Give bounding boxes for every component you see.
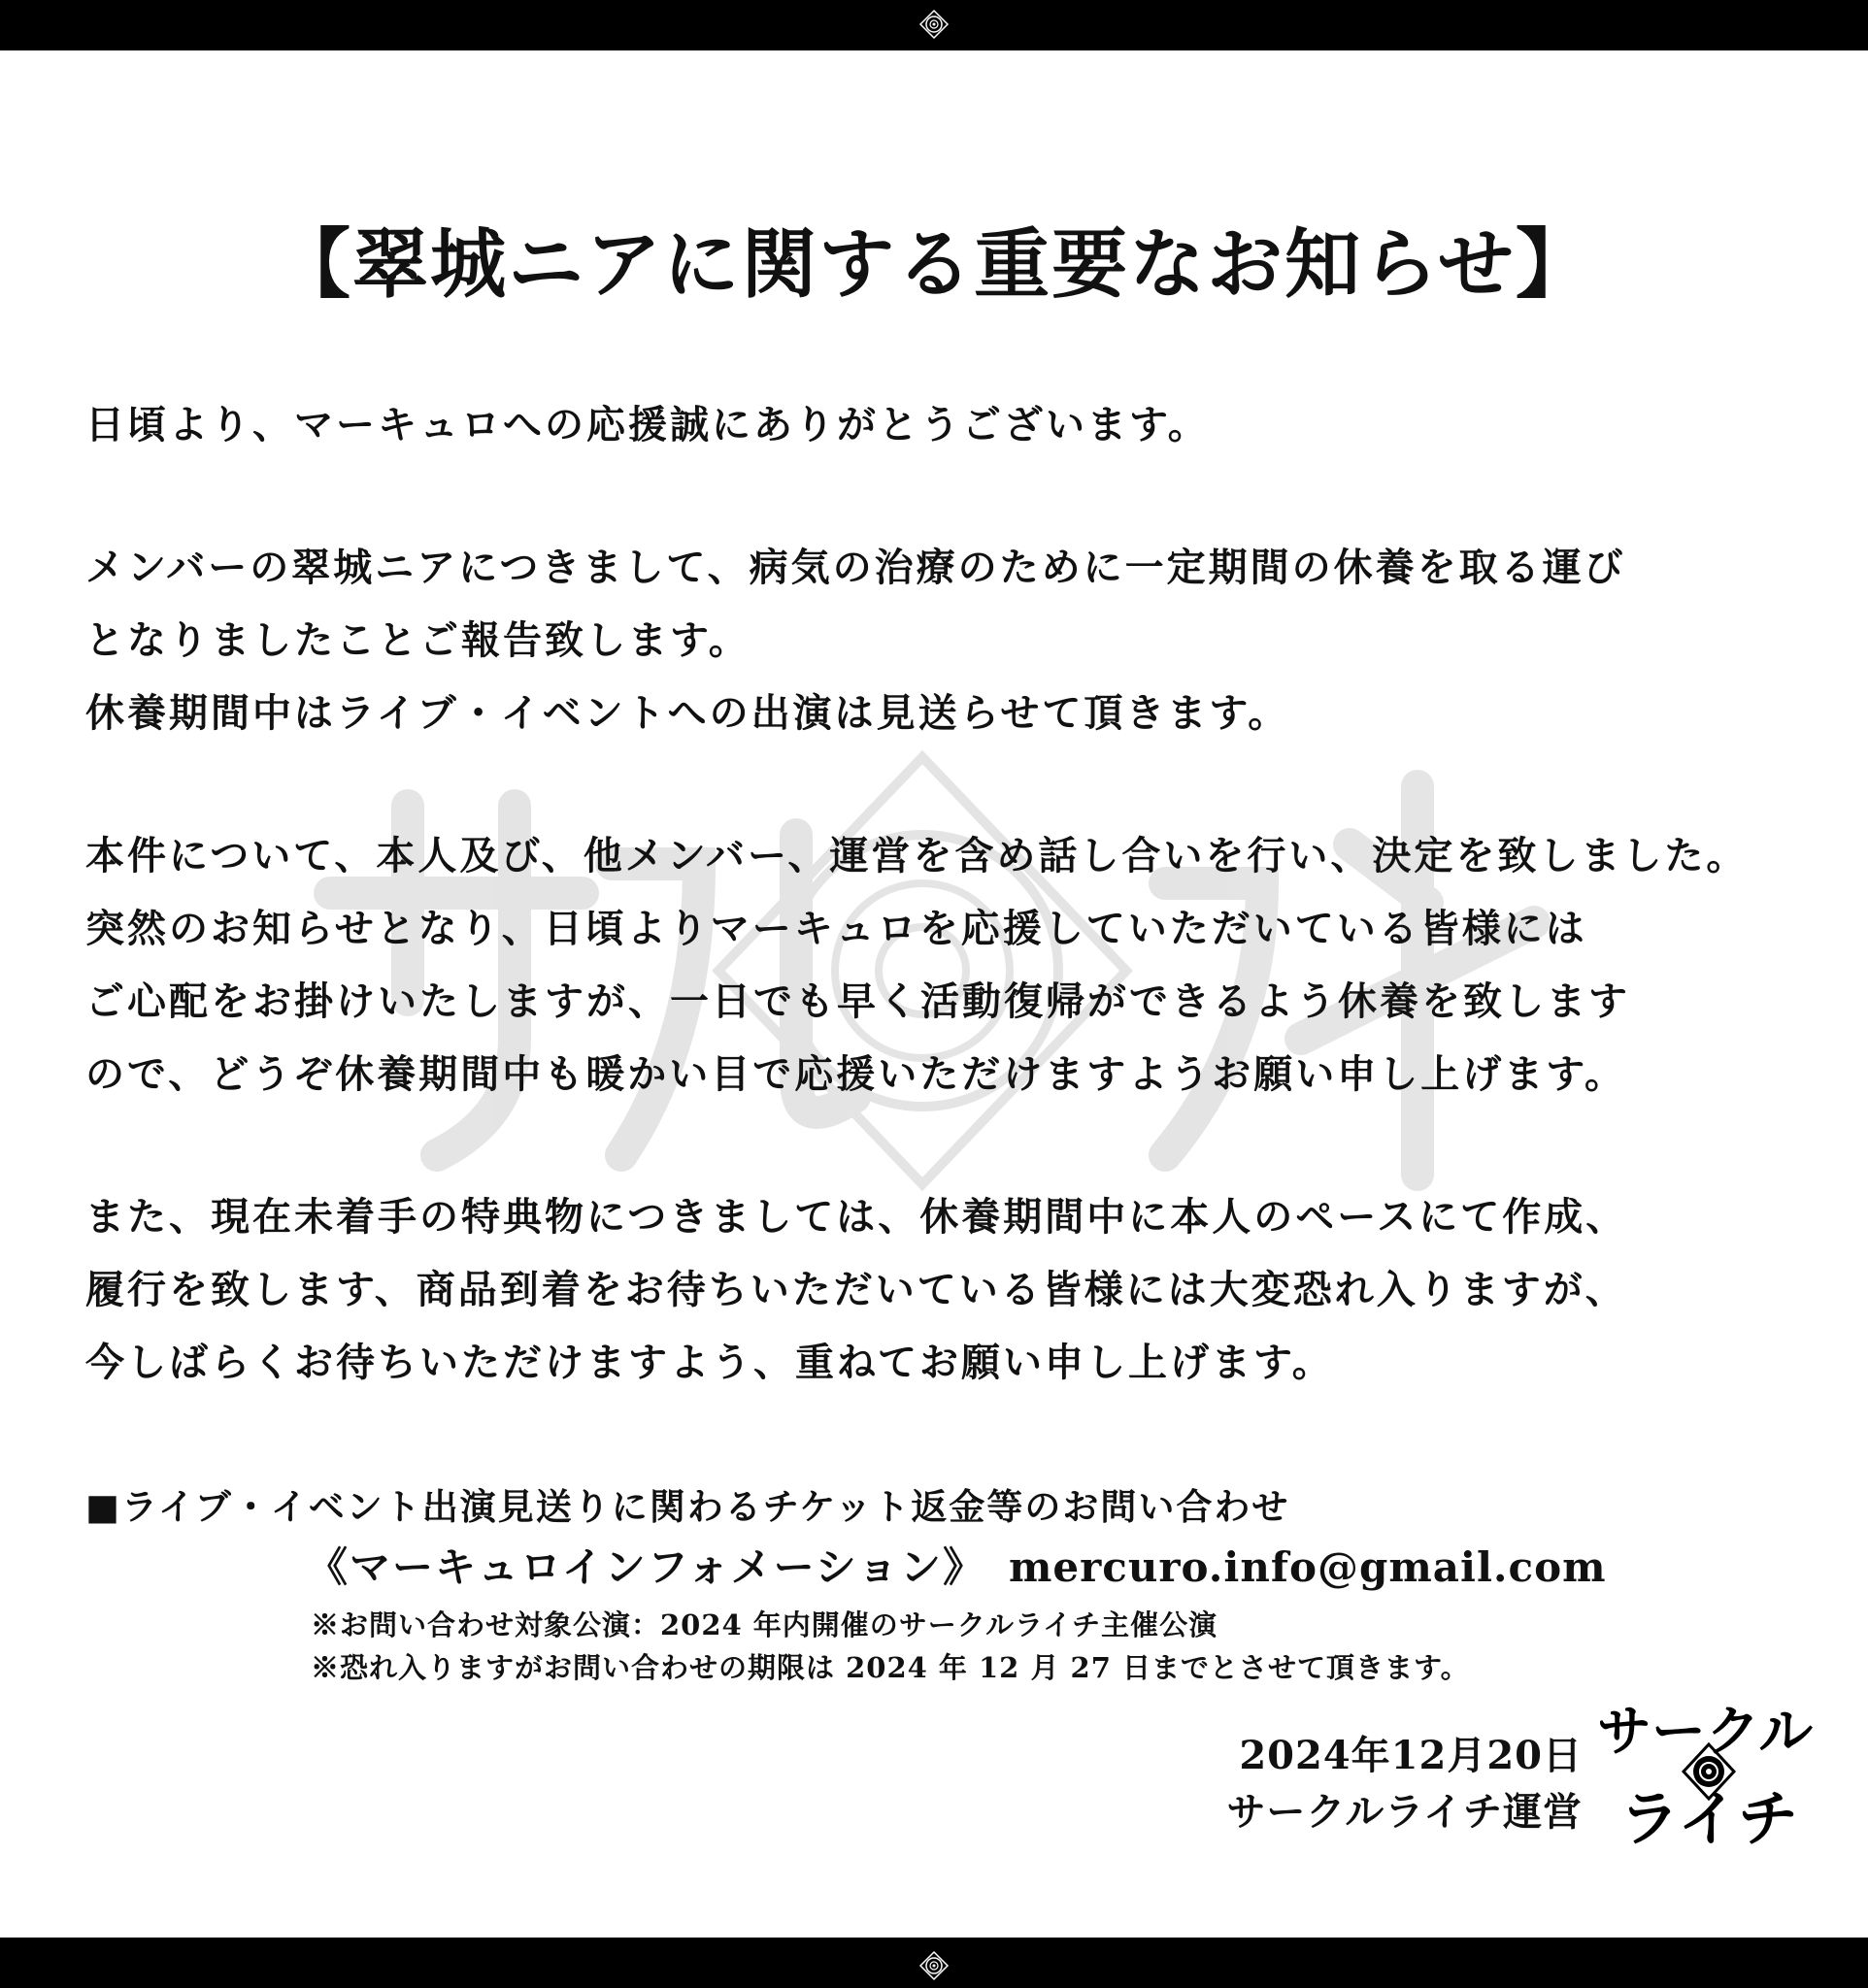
- body-line: となりましたことご報告致します。: [85, 617, 751, 663]
- signature-block: [1068, 1728, 1583, 1840]
- body-line: 本件について、本人及び、他メンバー、運営を含め話し合いを行い、決定を致しました。: [85, 833, 1749, 878]
- page-title: 【翠城ニアに関する重要なお知らせ】: [275, 220, 1593, 309]
- rose-emblem-icon: [919, 10, 949, 39]
- notice-body: [85, 388, 1833, 1399]
- contact-note: ※恐れ入りますがお問い合わせの期限は 2024 年 12 月 27 日までとさせて頂きます。: [311, 1651, 1470, 1684]
- contact-email-link[interactable]: mercuro.info@gmail.com: [1008, 1543, 1607, 1591]
- body-line: メンバーの翠城ニアにつきまして、病気の治療のために一定期間の休養を取る運び: [85, 545, 1626, 590]
- notice-date: 2024年12月20日: [1239, 1733, 1583, 1778]
- contact-section: [85, 1477, 1639, 1689]
- body-line: また、現在未着手の特典物につきましては、休養期間中に本人のペースにて作成、: [85, 1194, 1628, 1240]
- body-line: ご心配をお掛けいたしますが、一日でも早く活動復帰ができるよう休養を致します: [85, 978, 1630, 1024]
- contact-name: 《マーキュロインフォメーション》: [307, 1543, 985, 1591]
- circle-lychee-logo: [1596, 1694, 1814, 1854]
- logo-text-line2: ライチ: [1618, 1783, 1799, 1854]
- body-line: 休養期間中はライブ・イベントへの出演は見送らせて頂きます。: [85, 690, 1290, 736]
- rose-emblem-icon: [919, 1951, 949, 1980]
- bottom-bar: [0, 1938, 1868, 1988]
- top-bar: [0, 0, 1868, 50]
- body-line: 日頃より、マーキュロへの応援誠にありがとうございます。: [85, 402, 1210, 447]
- signature: サークルライチ運営: [1226, 1789, 1583, 1835]
- body-line: ので、どうぞ休養期間中も暖かい目で応援いただけますようお願い申し上げます。: [85, 1051, 1626, 1097]
- contact-note: ※お問い合わせ対象公演：2024 年内開催のサークルライチ主催公演: [311, 1608, 1218, 1641]
- body-line: 突然のお知らせとなり、日頃よりマーキュロを応援していただいている皆様には: [85, 906, 1587, 951]
- body-line: 履行を致します、商品到着をお待ちいただいている皆様には大変恐れ入りますが、: [85, 1267, 1627, 1312]
- logo-text-line1: サークル: [1596, 1701, 1814, 1764]
- contact-info: [307, 1536, 1639, 1594]
- body-line: 今しばらくお待ちいただけますよう、重ねてお願い申し上げます。: [85, 1340, 1334, 1385]
- contact-heading: ■ライブ・イベント出演見送りに関わるチケット返金等のお問い合わせ: [85, 1485, 1290, 1528]
